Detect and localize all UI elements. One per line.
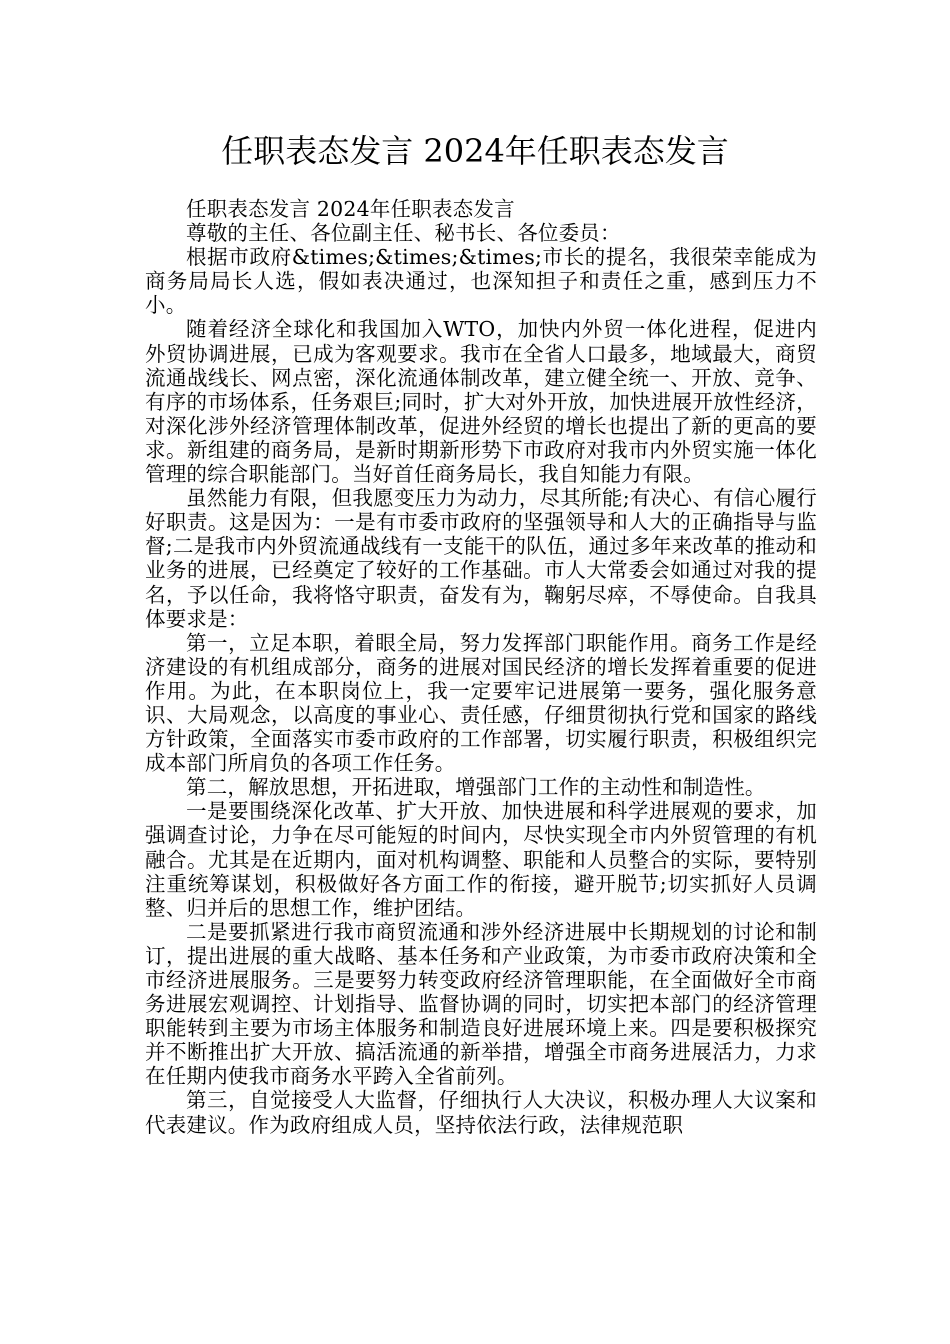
paragraph-commitment: 虽然能力有限，但我愿变压力为动力，尽其所能;有决心、有信心履行好职责。这是因为：一是有市委市政府的坚强领导和人大的正确指导与监督;二是我市内外贸流通战线有一支能干的队伍，通过多年来改革的推动和业务的进展，已经奠定了较好的工作基础。市人大常委会如通过对我的提名，予以任命，我将恪守职责，奋发有为，鞠躬尽瘁，不辱使命。自我具体要求是：	[145, 486, 817, 631]
paragraph-point-two-a: 一是要围绕深化改革、扩大开放、加快进展和科学进展观的要求，加强调查讨论，力争在尽可能短的时间内，尽快实现全市内外贸管理的有机融合。尤其是在近期内，面对机构调整、职能和人员整合的实际，要特别注重统筹谋划，积极做好各方面工作的衔接，避开脱节;切实抓好人员调整、归并后的思想工作，维护团结。	[145, 799, 817, 920]
document-body	[145, 197, 817, 1137]
paragraph-background: 随着经济全球化和我国加入WTO，加快内外贸一体化进程，促进内外贸协调进展，已成为客观要求。我市在全省人口最多，地域最大，商贸流通战线长、网点密，深化流通体制改革，建立健全统一、开放、竞争、有序的市场体系，任务艰巨;同时，扩大对外开放，加快进展开放性经济，对深化涉外经济管理体制改革，促进外经贸的增长也提出了新的更高的要求。新组建的商务局，是新时期新形势下市政府对我市内外贸实施一体化管理的综合职能部门。当好首任商务局长，我自知能力有限。	[145, 317, 817, 487]
document-title: 任职表态发言 2024年任职表态发言	[221, 132, 729, 170]
paragraph-point-two-b: 二是要抓紧进行我市商贸流通和涉外经济进展中长期规划的讨论和制订，提出进展的重大战略、基本任务和产业政策，为市委市政府决策和全市经济进展服务。三是要努力转变政府经济管理职能，在全面做好全市商务进展宏观调控、计划指导、监督协调的同时，切实把本部门的经济管理职能转到主要为市场主体服务和制造良好进展环境上来。四是要积极探究并不断推出扩大开放、搞活流通的新举措，增强全市商务进展活力，力求在任期内使我市商务水平跨入全省前列。	[145, 919, 817, 1089]
paragraph-point-three: 第三，自觉接受人大监督，仔细执行人大决议，积极办理人大议案和代表建议。作为政府组成人员，坚持依法行政，法律规范职	[145, 1088, 817, 1137]
paragraph-point-two: 第二，解放思想，开拓进取，增强部门工作的主动性和制造性。	[186, 775, 766, 800]
paragraph-nomination: 根据市政府&times;&times;&times;市长的提名，我很荣幸能成为商务局局长人选，假如表决通过，也深知担子和责任之重，感到压力不小。	[145, 245, 817, 318]
paragraph-salutation: 尊敬的主任、各位副主任、秘书长、各位委员：	[186, 221, 621, 246]
paragraph-subtitle: 任职表态发言 2024年任职表态发言	[186, 197, 515, 221]
paragraph-point-one: 第一，立足本职，着眼全局，努力发挥部门职能作用。商务工作是经济建设的有机组成部分，商务的进展对国民经济的增长发挥着重要的促进作用。为此，在本职岗位上，我一定要牢记进展第一要务，强化服务意识、大局观念，以高度的事业心、责任感，仔细贯彻执行党和国家的路线方针政策，全面落实市委市政府的工作部署，切实履行职责，积极组织完成本部门所肩负的各项工作任务。	[145, 630, 817, 776]
